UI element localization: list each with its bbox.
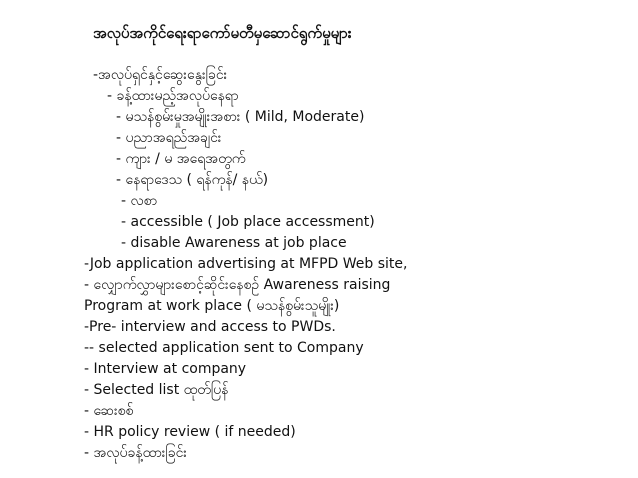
list-item: -- selected application sent to Company (84, 340, 364, 356)
list-item: - ကျား / မ အရေအတွက် (116, 151, 246, 167)
list-item: -အလုပ်ရှင်နှင့်ဆွေးနွေးခြင်း (93, 67, 228, 83)
list-item: - Selected list ထုတ်ပြန် (84, 382, 229, 398)
list-item: -Job application advertising at MFPD Web site, (84, 256, 408, 272)
list-item: - လျှောက်လွှာများစောင့်ဆိုင်းနေစဉ် Awareness raising (84, 277, 391, 293)
list-item: - ခန့်ထားမည့်အလုပ်နေရာ (107, 88, 239, 104)
list-item: - Interview at company (84, 361, 247, 377)
list-item: - အလုပ်ခန့်ထားခြင်း (84, 445, 187, 461)
list-item: - လစာ (121, 193, 158, 209)
list-item: -Pre- interview and access to PWDs. (84, 319, 336, 335)
list-item: - accessible ( Job place accessment) (121, 214, 375, 230)
list-item: - HR policy review ( if needed) (84, 424, 296, 440)
list-item: - ပညာအရည်အချင်း (116, 130, 222, 146)
list-item: - မသန်စွမ်းမှုအမျိုးအစား ( Mild, Moderate) (116, 109, 365, 125)
slide-title: အလုပ်အကိုင်ရေးရာကော်မတီမှဆောင်ရွက်မှုများ (93, 24, 352, 42)
list-item: - ဆေးစစ် (84, 403, 134, 419)
list-item: - နေရာဒေသ ( ရန်ကုန်/ နယ်) (116, 172, 269, 188)
list-item: - disable Awareness at job place (121, 235, 347, 251)
list-item: Program at work place ( မသန်စွမ်းသူမျိုး) (84, 298, 340, 314)
